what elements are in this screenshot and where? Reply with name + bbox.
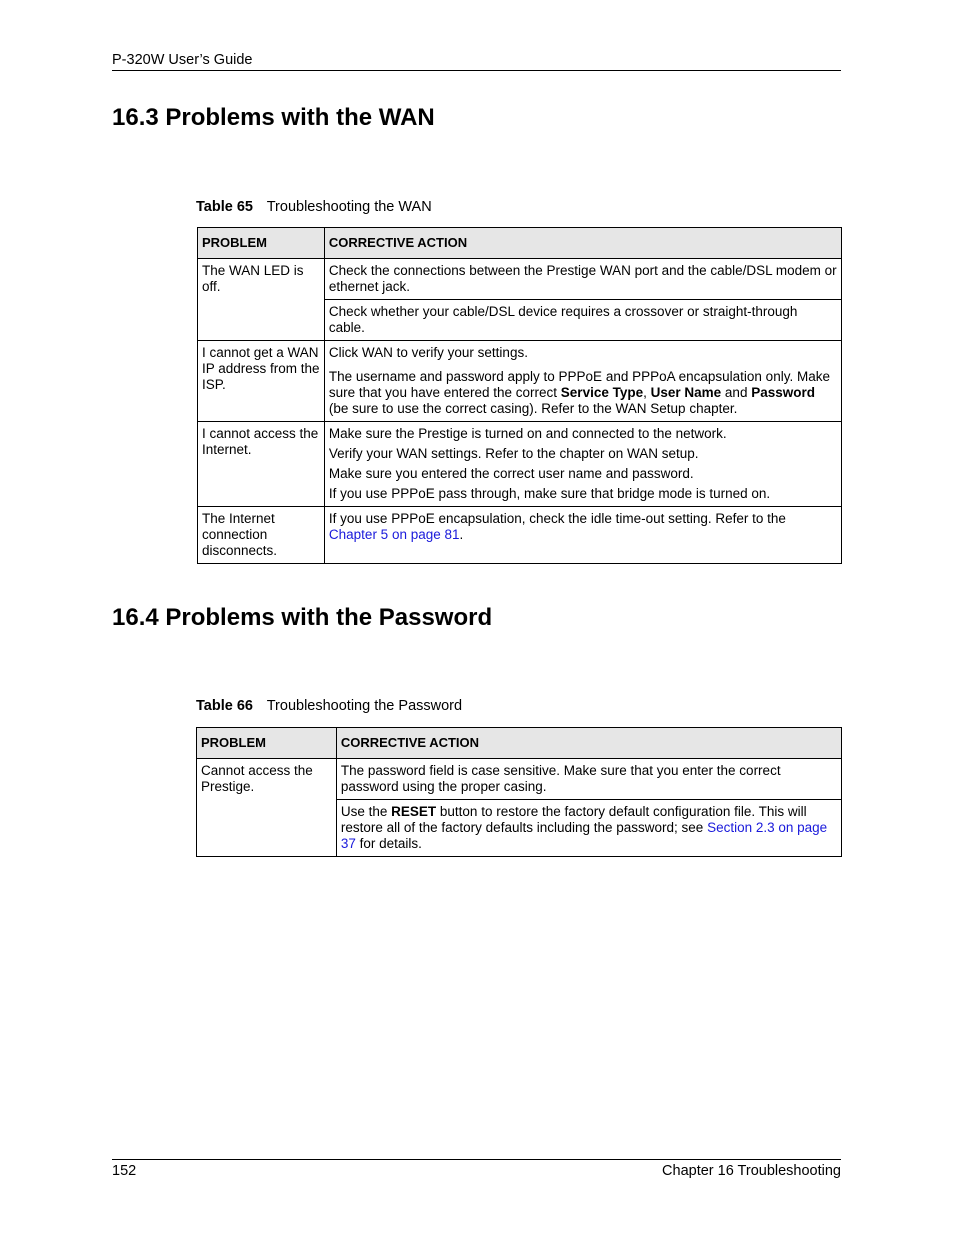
table-65-title: Troubleshooting the WAN	[266, 199, 432, 215]
action-text: If you use PPPoE pass through, make sure that bridge mode is turned on.	[328, 486, 771, 501]
section-heading-wan: 16.3 Problems with the WAN	[112, 104, 435, 131]
table-66	[196, 727, 842, 857]
action-cell	[336, 800, 841, 857]
action-text: Verify your WAN settings. Refer to the chapter on WAN setup.	[328, 446, 699, 461]
action-text: Check the connections between the Prestige WAN port and the cable/DSL modem or ethernet jack.	[328, 263, 837, 294]
table-row	[197, 759, 842, 800]
running-header	[112, 52, 841, 71]
action-text: Make sure the Prestige is turned on and connected to the network.	[328, 426, 727, 441]
table-row	[198, 341, 842, 422]
action-cell	[324, 259, 841, 300]
problem-cell: The Internet connection disconnects.	[198, 507, 325, 564]
table-header-row	[198, 228, 842, 259]
table-row	[198, 422, 842, 507]
table-66-label: Table 66	[196, 698, 253, 714]
col-header-problem: PROBLEM	[197, 728, 337, 759]
action-text: Click WAN to verify your settings.	[328, 345, 528, 360]
table-header-row	[197, 728, 842, 759]
action-text: If you use PPPoE encapsulation, check the idle time-out setting. Refer to the Chapter 5 on page 81.	[328, 511, 786, 542]
chapter-5-link[interactable]: Chapter 5 on page 81	[328, 527, 460, 542]
action-cell	[324, 422, 841, 507]
action-cell	[324, 507, 841, 564]
action-text: Check whether your cable/DSL device requires a crossover or straight-through cable.	[328, 304, 798, 335]
problem-cell: Cannot access the Prestige.	[197, 759, 337, 857]
chapter-title: Chapter 16 Troubleshooting	[662, 1163, 841, 1179]
table-row	[198, 259, 842, 300]
table-65-label: Table 65	[196, 199, 253, 215]
running-footer	[112, 1159, 841, 1179]
problem-cell: The WAN LED is off.	[198, 259, 325, 341]
col-header-action: CORRECTIVE ACTION	[324, 228, 841, 259]
guide-title: P-320W User’s Guide	[112, 52, 253, 68]
col-header-action: CORRECTIVE ACTION	[336, 728, 841, 759]
page-number: 152	[112, 1163, 137, 1179]
action-cell	[324, 300, 841, 341]
problem-cell: I cannot access the Internet.	[198, 422, 325, 507]
col-header-problem: PROBLEM	[198, 228, 325, 259]
action-text: The username and password apply to PPPoE and PPPoA encapsulation only. Make sure that you have entered the correct Service Type, User Name and Password (be sure to use the correct casing). Refer to the WAN Setup chapter.	[328, 369, 830, 416]
table-66-caption	[196, 698, 462, 714]
action-text: Use the RESET button to restore the factory default configuration file. This will restore all of the factory defaults including the password; see Section 2.3 on page 37 for details.	[340, 804, 828, 851]
section-heading-password: 16.4 Problems with the Password	[112, 604, 493, 631]
section-2-3-link[interactable]: Section 2.3 on page 37	[340, 820, 828, 851]
action-text: Make sure you entered the correct user name and password.	[328, 466, 694, 481]
action-cell	[324, 341, 841, 422]
action-text: The password field is case sensitive. Make sure that you enter the correct password using the proper casing.	[340, 763, 781, 794]
table-66-title: Troubleshooting the Password	[266, 698, 463, 714]
table-65	[197, 227, 842, 564]
problem-cell: I cannot get a WAN IP address from the ISP.	[198, 341, 325, 422]
table-65-caption	[196, 199, 432, 215]
action-cell	[336, 759, 841, 800]
table-row	[198, 507, 842, 564]
